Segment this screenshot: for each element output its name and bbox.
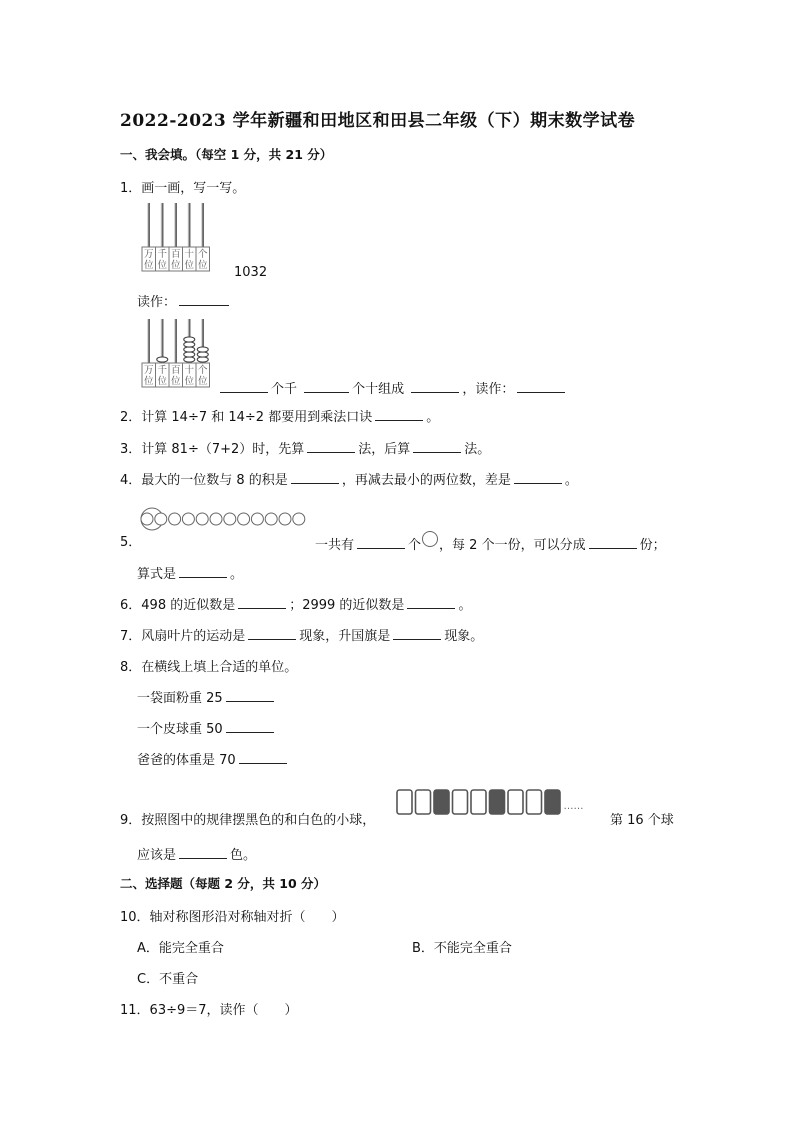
q5-text-a: 一共有 [315,538,355,553]
white-ball [397,790,412,814]
q7-blank-1[interactable] [248,627,296,640]
q4-text-c: 。 [564,473,578,488]
q6-blank-2[interactable] [407,596,455,609]
q1-thousands-blank[interactable] [220,380,268,393]
q3-text-a: 3．计算 81÷（7+2）时，先算 [120,442,305,457]
q3-blank-1[interactable] [307,440,355,453]
abacus-label: 万 [143,249,154,260]
q7-line [120,625,483,644]
q5-blank-2[interactable] [589,536,637,549]
abacus-label: 位 [170,376,181,387]
abacus-label: 位 [184,376,195,387]
q5-num: 5． [120,535,142,550]
q1-fill-line [217,378,568,397]
q1-prompt: 1．画一画，写一写。 [120,181,246,196]
circle-item [196,513,208,525]
q6-line [120,594,471,613]
q1-text-thousands: 个千 [271,382,298,397]
abacus-label: 千 [157,249,168,260]
circle-item [251,513,263,525]
q3-blank-2[interactable] [413,440,461,453]
abacus-image-2 [140,317,220,392]
q1-read-label: 读作： [137,295,177,310]
q10-option-b[interactable]: B．不能完全重合 [412,941,512,956]
abacus-label: 百 [170,249,181,260]
circle-item [293,513,305,525]
q5-text-c: ，每 2 个一份，可以分成 [439,538,586,553]
q5-text-f: 。 [230,567,244,582]
abacus-label: 万 [143,365,154,376]
q4-blank-1[interactable] [291,471,339,484]
q3-text-b: 法，后算 [358,442,411,457]
abacus-bead [197,347,208,352]
abacus-label: 位 [184,260,195,271]
abacus-label: 千 [157,365,168,376]
q5-blank-1[interactable] [357,536,405,549]
q1-number-blank[interactable] [411,380,459,393]
ball-pattern-image [395,787,610,817]
q8-item-1-text: 一袋面粉重 25 [137,691,223,706]
abacus-label: 位 [157,376,168,387]
circle-item [141,513,153,525]
white-ball [527,790,542,814]
q8-item-2 [137,718,277,737]
abacus-label: 十 [184,249,195,260]
q8-item-1 [137,687,277,706]
section-2-heading: 二、选择题（每题 2 分，共 10 分） [120,876,327,891]
q5-formula-line [137,563,243,582]
q8-prompt: 8．在横线上填上合适的单位。 [120,660,298,675]
q8-blank-3[interactable] [239,751,287,764]
q1-number: 1032 [234,265,268,280]
circle-item [265,513,277,525]
q6-blank-1[interactable] [238,596,286,609]
q6-text-b: ；2999 的近似数是 [289,598,405,613]
pattern-ellipsis: …… [563,801,584,812]
abacus-label: 位 [143,376,154,387]
q5-text-d: 份； [639,538,666,553]
abacus-bead [197,357,208,362]
q5-blank-3[interactable] [179,565,227,578]
q4-text-a: 4．最大的一位数与 8 的积是 [120,473,288,488]
q8-blank-2[interactable] [226,720,274,733]
abacus-label: 位 [157,260,168,271]
q8-blank-1[interactable] [226,689,274,702]
section-1-heading: 一、我会填。（每空 1 分，共 21 分） [120,147,333,162]
abacus-bead [184,337,195,342]
abacus-bead [184,347,195,352]
black-ball [434,790,449,814]
q1-read-line [137,291,232,310]
q8-item-3 [137,749,290,768]
q7-blank-2[interactable] [393,627,441,640]
abacus-bead [157,357,168,362]
q3-line [120,438,490,457]
page-title: 2022-2023 学年新疆和田地区和田县二年级（下）期末数学试卷 [120,111,636,131]
q10-option-a[interactable]: A．能完全重合 [137,941,224,956]
q2-text: 2．计算 14÷7 和 14÷2 都要用到乘法口诀 [120,410,373,425]
q9-text-d: 色。 [230,848,257,863]
circle-item [238,513,250,525]
q9-text-b: 第 16 个球 [610,813,674,828]
q10-option-c[interactable]: C．不重合 [137,972,199,987]
abacus-label: 个 [197,249,208,260]
abacus-bead [184,352,195,357]
abacus-label: 位 [197,260,208,271]
q5-line [315,531,666,553]
q11-question: 11．63÷9＝7，读作（ ） [120,1003,298,1018]
q9-text-c: 应该是 [137,848,177,863]
q6-text-a: 6．498 的近似数是 [120,598,236,613]
q2-blank[interactable] [375,408,423,421]
abacus-label: 位 [143,260,154,271]
abacus-label: 位 [197,376,208,387]
white-ball [453,790,468,814]
circle-item [279,513,291,525]
q1-read2-blank[interactable] [517,380,565,393]
abacus-label: 十 [184,365,195,376]
q5-text-e: 算式是 [137,567,177,582]
q9-text-a: 9．按照图中的规律摆黑色的和白色的小球， [120,813,376,828]
q7-text-a: 7．风扇叶片的运动是 [120,629,246,644]
abacus-label: 个 [197,365,208,376]
q5-text-b: 个 [408,538,422,553]
q9-blank[interactable] [179,846,227,859]
q7-text-c: 现象。 [444,629,484,644]
abacus-bead [184,357,195,362]
white-ball [471,790,486,814]
q1-text-read: ，读作： [462,382,515,397]
q9-line-2 [137,844,256,863]
q1-tens-blank[interactable] [304,380,349,393]
q4-blank-2[interactable] [514,471,562,484]
q6-text-c: 。 [458,598,472,613]
q8-item-2-text: 一个皮球重 50 [137,722,223,737]
q1-text-tens: 个十组成 [352,382,405,397]
white-ball [508,790,523,814]
circle-item [224,513,236,525]
abacus-bead [184,342,195,347]
white-ball [416,790,431,814]
black-ball [490,790,505,814]
circle-item [155,513,167,525]
q2-line [120,406,439,425]
q2-end: 。 [426,410,440,425]
q3-text-c: 法。 [464,442,491,457]
circle-item [182,513,194,525]
q4-line [120,469,578,488]
abacus-label: 位 [170,260,181,271]
q10-question: 10．轴对称图形沿对称轴对折（ ） [120,910,345,925]
abacus-image-1 [140,201,220,276]
circles-image [140,504,320,534]
circle-item [210,513,222,525]
circle-item [169,513,181,525]
q1-read-blank[interactable] [179,293,229,306]
abacus-label: 百 [170,365,181,376]
q8-item-3-text: 爸爸的体重是 70 [137,753,236,768]
black-ball [545,790,560,814]
q7-text-b: 现象，升国旗是 [299,629,391,644]
circle-icon [422,531,438,547]
q4-text-b: ，再减去最小的两位数，差是 [341,473,511,488]
abacus-bead [197,352,208,357]
